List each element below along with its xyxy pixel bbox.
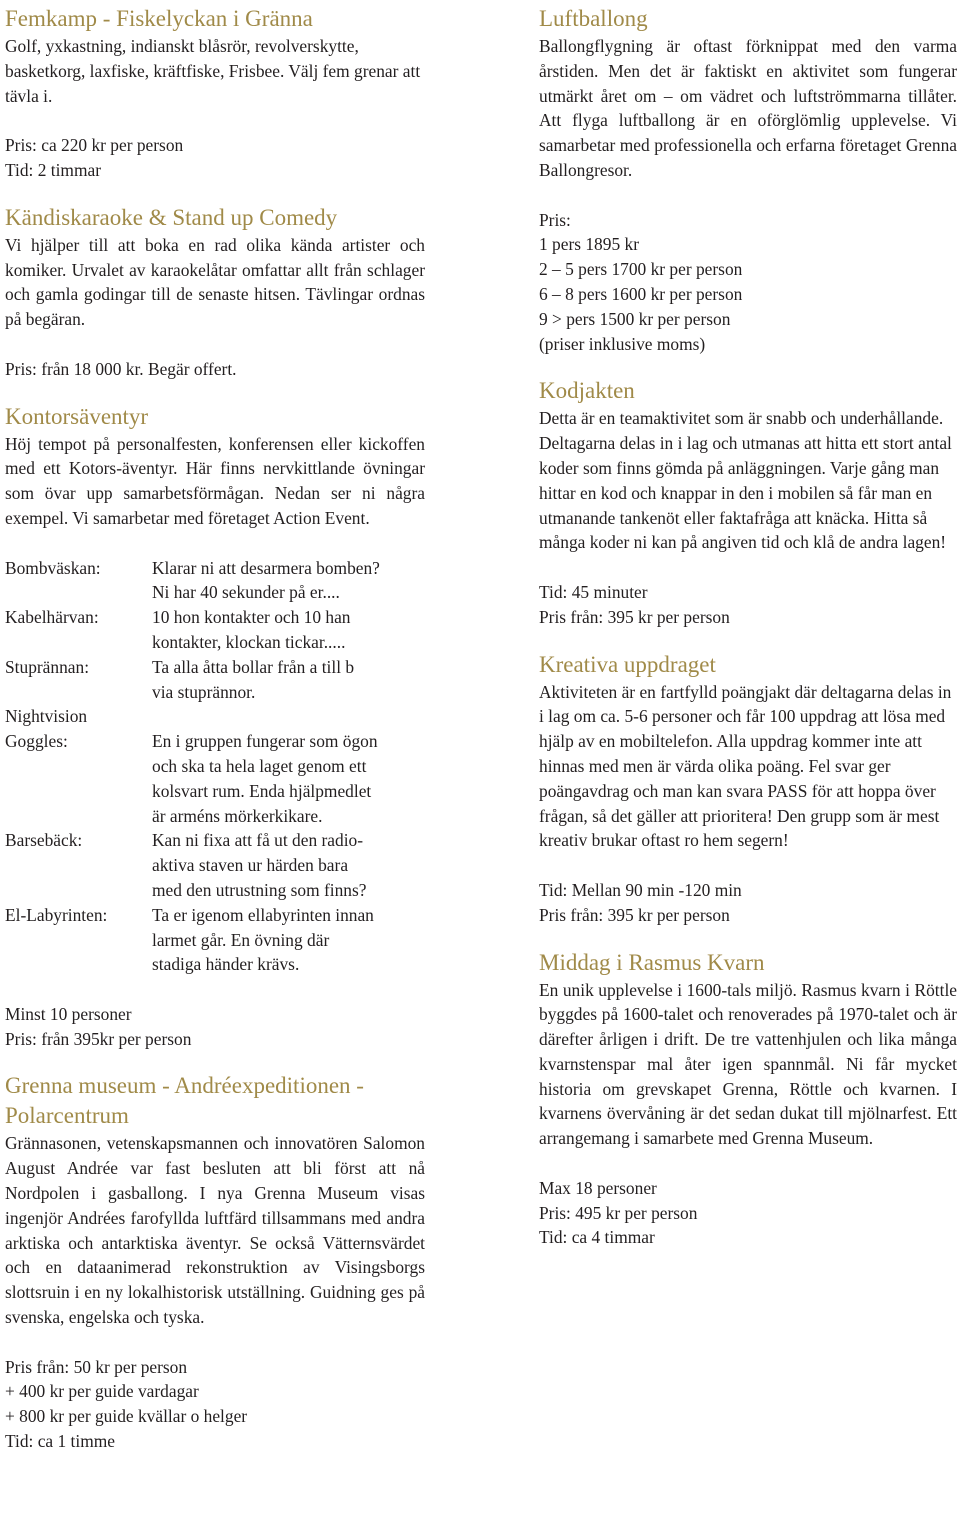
middag-body: En unik upplevelse i 1600-tals miljö. Rasmus kvarn i Röttle byggdes på 1600-talet och renoverades på 1970-talet och är därefter årligen i drift. De tre vattenhjulen och lika många kvarnstenspar mal åter igen spannmål. Ni får mycket historia om grevskapet Grenna, Röttle och kvarnen. I kvarnens övervåning är det sedan dukat till mjölnarfest. Ett arrangemang i samarbete med Grenna Museum. (539, 979, 957, 1149)
balloon-title: Luftballong (539, 6, 648, 31)
kontor-price: Pris: från 395kr per person (5, 1028, 192, 1049)
activity-name: Barsebäck: (5, 830, 83, 851)
museum-title: Grenna museum - Andréexpeditionen - Polarcentrum (5, 1073, 364, 1129)
karaoke-body: Vi hjälper till att boka en rad olika kända artister och komiker. Urvalet av karaokelåtar omfattar allt från schlager och gamla godingar till de senaste hitsen. Tävlingar ordnas på begäran. (5, 234, 425, 330)
kontor-section (5, 402, 425, 1052)
kontor-body: Höj tempot på personalfesten, konferensen eller kickoffen med ett Kotors-äventyr. Här finns nervkittlande övningar som övar upp samarbetsförmågan. Nedan ser ni några exempel. Vi samarbetar med företaget Action Event. (5, 433, 425, 528)
activity-name: Bombväskan: (5, 557, 101, 578)
activity-description: Ta alla åtta bollar från a till b via stuprännor. (152, 656, 355, 702)
femkamp-price: Pris: ca 220 kr per person (5, 135, 184, 156)
balloon-price-note: (priser inklusive moms) (539, 333, 706, 354)
karaoke-section (5, 203, 425, 382)
middag-title: Middag i Rasmus Kvarn (539, 949, 765, 975)
activity-name: El-Labyrinten: (5, 904, 108, 925)
kodjakten-title: Kodjakten (539, 378, 635, 404)
femkamp-section (5, 4, 425, 183)
activity-description: 10 hon kontakter och 10 han kontakter, klockan tickar..... (152, 607, 351, 652)
activity-name: Stuprännan: (5, 656, 90, 677)
femkamp-time: Tid: 2 timmar (5, 159, 101, 180)
kreativa-body: Aktiviteten är en fartfylld poängjakt där deltagarna delas in i lag om ca. 5-6 personer och får 100 uppdrag att lösa med hjälp av en mobiltelefon. Alla uppdrag kommer inte att hinnas med men är värda olika poäng. Fel svar ger poängavdrag och man kan svara PASS för att hoppa över frågan, så det gäller att prioritera! Den grupp som är mest kreativ brukar oftast ro hem segern! (539, 681, 952, 851)
kodjakten-section (539, 376, 957, 629)
balloon-price-2: 2 – 5 pers 1700 kr per person (539, 259, 743, 280)
balloon-section (539, 4, 957, 356)
kontor-title: Kontorsäventyr (5, 403, 149, 429)
kreativa-time: Tid: Mellan 90 min -120 min (539, 879, 742, 900)
middag-price: Pris: 495 kr per person (539, 1202, 698, 1223)
balloon-price-label: Pris: (539, 209, 571, 230)
activity-description: Ta er igenom ellabyrinten innan larmet går. En övning där stadiga händer krävs. (152, 904, 374, 975)
karaoke-title: Kändiskaraoke & Stand up Comedy (5, 204, 338, 230)
balloon-price-3: 6 – 8 pers 1600 kr per person (539, 283, 743, 304)
kreativa-title: Kreativa uppdraget (539, 651, 716, 677)
activity-description: Klarar ni att desarmera bomben? Ni har 40 sekunder på er.... (152, 557, 380, 603)
balloon-body: Ballongflygning är oftast förknippat med den varma årstiden. Men det är faktiskt en aktivitet som fungerar utmärkt året om – om vädret och luftströmmarna tillåter. Att flyga luftballong är en oförglömlig upplevelse. Vi samarbetar med professionella och erfarna företaget Grenna Ballongresor. (539, 36, 957, 180)
left-column (5, 4, 425, 1454)
activity-list (5, 556, 425, 978)
activity-description: En i gruppen fungerar som ögon och ska ta hela laget genom ett kolsvart rum. Enda hjälpmedlet är arméns mörkerkikare. (152, 731, 378, 826)
karaoke-price: Pris: från 18 000 kr. Begär offert. (5, 358, 237, 379)
kreativa-section (539, 650, 957, 928)
middag-time: Tid: ca 4 timmar (539, 1227, 655, 1248)
activity-name: Nightvision Goggles: (5, 706, 88, 752)
balloon-price-1: 1 pers 1895 kr (539, 234, 639, 255)
kodjakten-body: Detta är en teamaktivitet som är snabb och underhållande. Deltagarna delas in i lag och utmanas att hitta ett stort antal koder som finns gömda på anläggningen. Varje gång man hittar en kod och knappar in den i mobilen så får man en utmanande tankenöt eller faktafråga att knäcka. Hitta så många koder ni kan på angiven tid och klå de andra lagen! (539, 408, 952, 553)
museum-time: Tid: ca 1 timme (5, 1431, 115, 1452)
middag-section (539, 948, 957, 1251)
museum-guide-evening: + 800 kr per guide kvällar o helger (5, 1406, 248, 1427)
balloon-price-4: 9 > pers 1500 kr per person (539, 308, 731, 329)
femkamp-body: Golf, yxkastning, indianskt blåsrör, revolverskytte, basketkorg, laxfiske, kräftfiske, Frisbee. Välj fem grenar att tävla i. (5, 36, 421, 106)
kreativa-price: Pris från: 395 kr per person (539, 904, 730, 925)
middag-max: Max 18 personer (539, 1177, 657, 1198)
kodjakten-time: Tid: 45 minuter (539, 581, 648, 602)
museum-guide-weekday: + 400 kr per guide vardagar (5, 1381, 199, 1402)
activity-name: Kabelhärvan: (5, 607, 99, 628)
kodjakten-price: Pris från: 395 kr per person (539, 606, 730, 627)
activity-description: Kan ni fixa att få ut den radio- aktiva staven ur härden bara med den utrustning som finns? (152, 830, 367, 900)
museum-body: Grännasonen, vetenskapsmannen och innovatören Salomon August Andrée var fast besluten att bli först att nå Nordpolen i gasballong. I nya Grenna Museum visas ingenjör Andrées farofyllda luftfärd tillsammans med andra arktiska och antarktiska äventyr. Se också Vätternsvärdet och en dataanimerad rekonstruktion av Visingsborgs slottsruin i en ny lokalhistorisk utställning. Guidning ges på svenska, engelska och tyska. (5, 1133, 425, 1328)
museum-price: Pris från: 50 kr per person (5, 1356, 188, 1377)
right-column (539, 4, 957, 1250)
museum-section (5, 1071, 425, 1453)
kontor-min: Minst 10 personer (5, 1003, 132, 1024)
femkamp-title: Femkamp - Fiskelyckan i Gränna (5, 6, 313, 31)
